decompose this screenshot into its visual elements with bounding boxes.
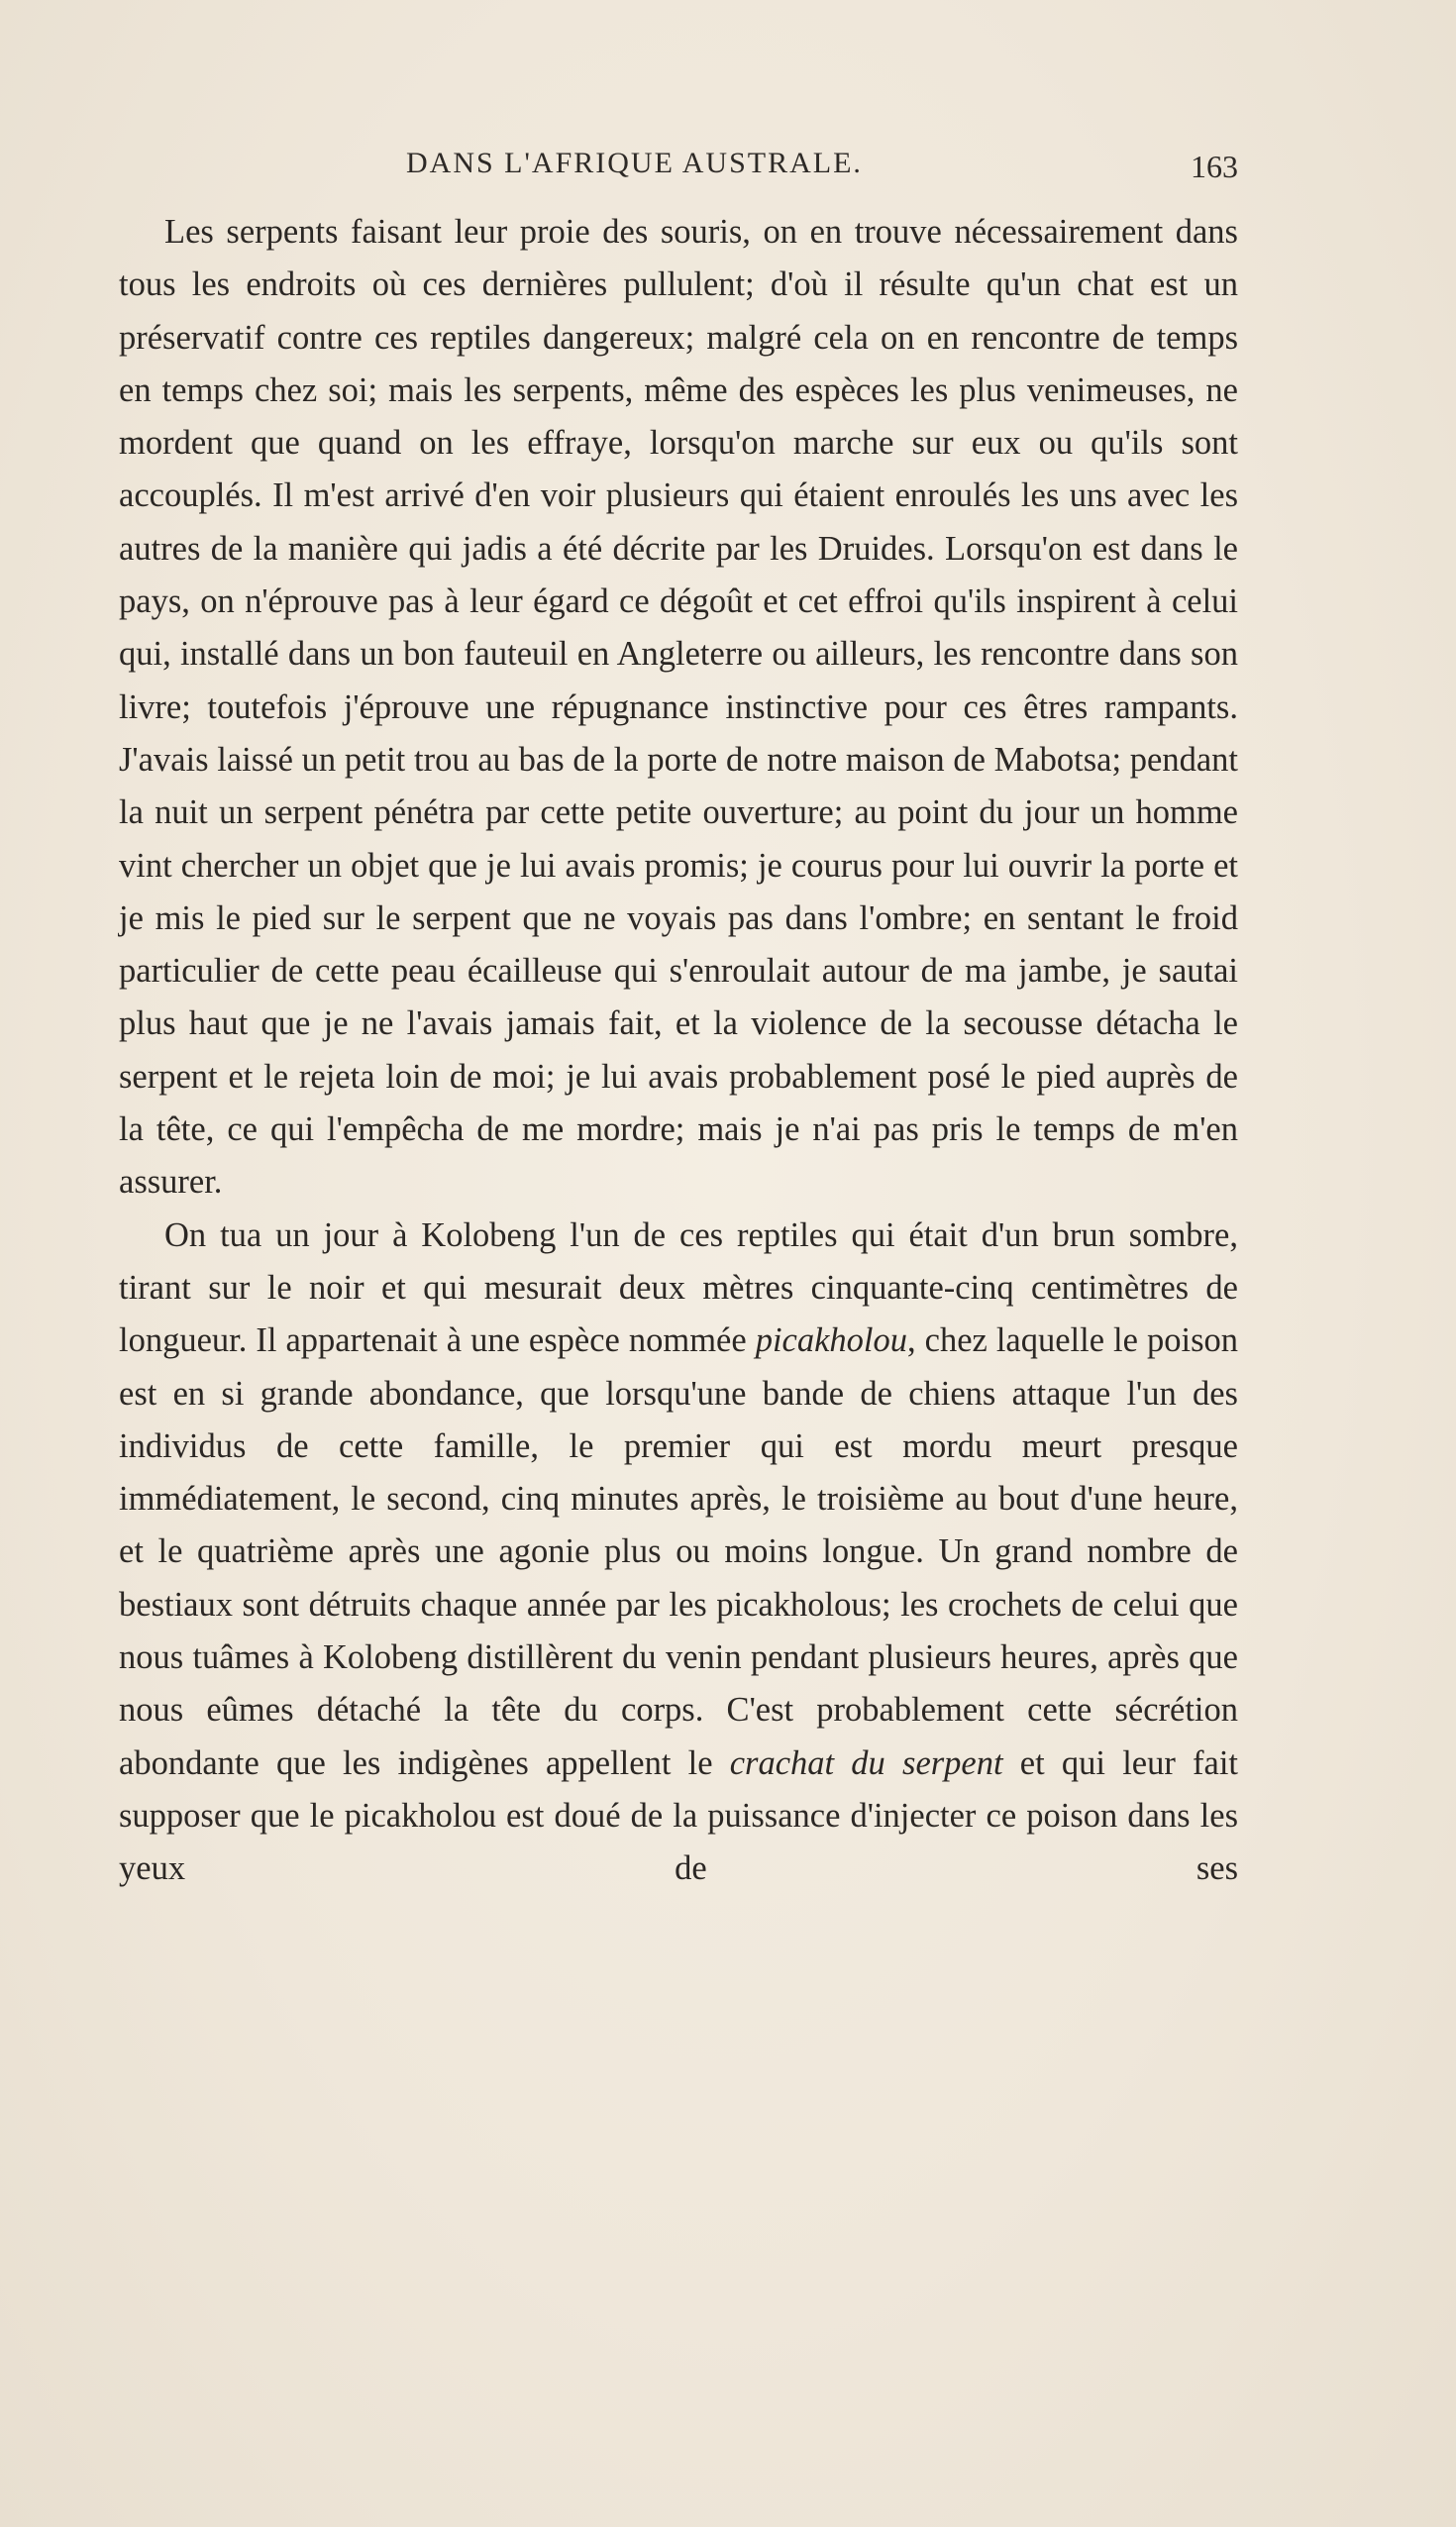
italic-term-crachat-du-serpent: crachat du serpent — [729, 1743, 1003, 1782]
body-text — [119, 206, 1238, 1896]
page-number: 163 — [1191, 149, 1238, 184]
paragraph-2 — [119, 1210, 1238, 1896]
running-head: DANS L'AFRIQUE AUSTRALE. — [406, 147, 863, 179]
italic-term-picakholou: picakholou — [755, 1321, 907, 1360]
paragraph-1: Les serpents faisant leur proie des souris, on en trouve nécessairement dans tous les endroits où ces dernières pullulent; d'où il résulte qu'un chat est un préservatif contre ces reptiles dangereux; malgré cela on en rencontre de temps en temps chez soi; mais les serpents, même des espèces les plus venimeuses, ne mordent que quand on les effraye, lorsqu'on marche sur eux ou qu'ils sont accouplés. Il m'est arrivé d'en voir plusieurs qui étaient enroulés les uns avec les autres de la manière qui jadis a été décrite par les Druides. Lorsqu'on est dans le pays, on n'éprouve pas à leur égard ce dégoût et cet effroi qu'ils inspirent à celui qui, installé dans un bon fauteuil en Angleterre ou ailleurs, les rencontre dans son livre; toutefois j'éprouve une répugnance instinctive pour ces êtres rampants. J'avais laissé un petit trou au bas de la porte de notre maison de Mabotsa; pendant la nuit un serpent pénétra par cette petite ouverture; au point du jour un homme vint chercher un objet que je lui avais promis; je courus pour lui ouvrir la porte et je mis le pied sur le serpent que ne voyais pas dans l'ombre; en sentant le froid particulier de cette peau écailleuse qui s'enroulait autour de ma jambe, je sautai plus haut que je ne l'avais jamais fait, et la violence de la secousse détacha le serpent et le rejeta loin de moi; je lui avais probablement posé le pied auprès de la tête, ce qui l'empêcha de me mordre; mais je n'ai pas pris le temps de m'en assurer. — [119, 213, 1238, 1202]
paragraph-2-part-1: On tua un jour à Kolobeng l'un de ces reptiles qui était d'un brun sombre, tirant sur le noir et qui mesurait deux mètres cinquante-cinq centimètres de longueur. Il appartenait à une espèce nommée — [119, 1215, 1238, 1360]
paragraph-2-part-3: et qui leur fait supposer que le picakholou est doué de la puissance d'injecter ce poison dans les yeux de ses — [119, 1743, 1239, 1888]
paragraph-2-part-2: , chez laquelle le poison est en si grande abondance, que lorsqu'une bande de chiens attaque l'un des individus de cette famille, le premier qui est mordu meurt presque immédiatement, le second, cinq minutes après, le troisième au bout d'une heure, et le quatrième après une agonie plus ou moins longue. Un grand nombre de bestiaux sont détruits chaque année par les picakholous; les crochets de celui que nous tuâmes à Kolobeng distillèrent du venin pendant plusieurs heures, après que nous eûmes détaché la tête du corps. C'est probablement cette sécrétion abondante que les indigènes appellent le — [119, 1321, 1238, 1782]
page-header — [119, 147, 1238, 196]
